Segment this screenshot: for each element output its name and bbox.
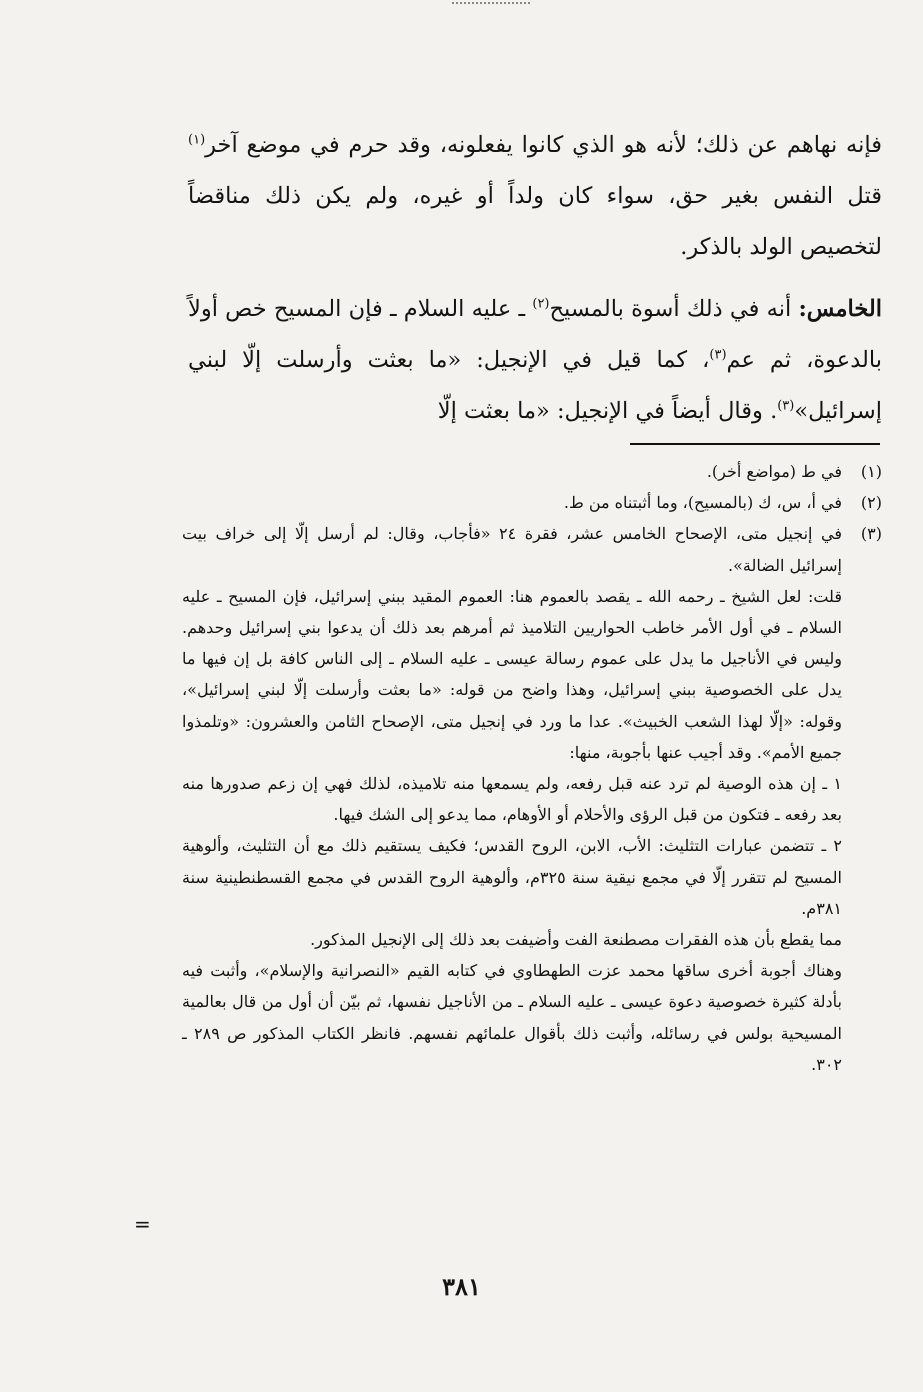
footnote-paragraph: قلت: لعل الشيخ ـ رحمه الله ـ يقصد بالعموم هنا: العموم المقيد ببني إسرائيل، فإن المسيح ـ عليه السلام ـ في أول الأمر خاطب الحواريين التلاميذ ثم أمرهم بعد ذلك أن يدعوا بني إسرائيل وحدهم. وليس في الأناجيل ما يدل على عموم رسالة عيسى ـ عليه السلام ـ إلى الناس كافة بل إن فيها ما يدل على الخصوصية ببني إسرائيل، وهذا واضح من قوله: «ما بعثت وأرسلت إلّا لبني إسرائيل»، وقوله: «إلّا لهذا الشعب الخبيث». عدا ما ورد في إنجيل متى، الإصحاح الثامن والعشرون: «وتلمذوا جميع الأمم». وقد أجيب عنها بأجوبة، منها: bbox=[182, 586, 842, 762]
main-paragraph-1 bbox=[188, 120, 882, 273]
footnote-ref-3: (٣) bbox=[709, 347, 727, 363]
footnote-paragraph: ١ ـ إن هذه الوصية لم ترد عنه قبل رفعه، ولم يسمعها منه تلاميذه، لذلك فهي إن زعم صدورها منه بعد رفعه ـ فتكون من قبل الرؤى والأحلام أو الأوهام، مما يدعو إلى الشك فيها. bbox=[182, 774, 842, 825]
footnote-ref-1: (١) bbox=[188, 132, 206, 148]
main-text-run: قتل النفس بغير حق، سواء كان ولداً أو غيره، ولم يكن ذلك مناقضاً لتخصيص الولد بالذكر. bbox=[188, 183, 882, 260]
footnote-number: (١) bbox=[860, 462, 882, 481]
footnote-text: في إنجيل متى، الإصحاح الخامس عشر، فقرة ٢٤ «فأجاب، وقال: لم أرسل إلّا إلى خراف بيت إسرائيل الضالة». bbox=[182, 524, 842, 575]
paragraph-lead-word: الخامس: bbox=[798, 296, 882, 322]
footnote-3 bbox=[182, 518, 882, 1080]
footnote-ref-2: (٢) bbox=[532, 296, 550, 312]
footnote-text: في أ، س، ك (بالمسيح)، وما أثبتناه من ط. bbox=[563, 493, 842, 513]
page-number: ٣٨١ bbox=[442, 1272, 481, 1301]
continuation-mark: = bbox=[134, 1212, 151, 1236]
footnote-paragraph: وهناك أجوبة أخرى ساقها محمد عزت الطهطاوي في كتابه القيم «النصرانية والإسلام»، وأثبت فيه بأدلة كثيرة خصوصية دعوة عيسى ـ عليه السلام ـ من الأناجيل نفسها، ثم بيّن أن أول من قال بعالمية المسيحية بولس في رسائله، وأثبت ذلك بأقوال علمائهم نفسهم. فانظر الكتاب المذكور ص ٢٨٩ ـ ٣٠٢. bbox=[182, 961, 842, 1074]
footnote-text: في ط (مواضع أخر). bbox=[706, 462, 842, 481]
footnote-2 bbox=[182, 487, 882, 518]
footnote-paragraph: ٢ ـ تتضمن عبارات التثليث: الأب، الابن، الروح القدس؛ فكيف يستقيم ذلك مع أن التثليث، وألوهية المسيح لم تتقرر إلّا في مجمع نيقية سنة ٣٢٥م، وألوهية الروح القدس في مجمع القسطنطينية سنة ٣٨١م. bbox=[182, 836, 842, 918]
main-text-block bbox=[188, 120, 882, 437]
footnote-1 bbox=[182, 456, 882, 487]
main-text-run: ـ عليه السلام ـ فإن المسيح خص أولاً بالدعوة، ثم عم bbox=[188, 296, 882, 373]
main-text-run: . وقال أيضاً في الإنجيل: «ما بعثت إلّا bbox=[437, 398, 778, 424]
footnote-ref-3b: (٣) bbox=[777, 398, 795, 414]
top-edge-mark bbox=[452, 2, 530, 4]
main-paragraph-2 bbox=[188, 284, 882, 437]
footnote-separator bbox=[630, 443, 880, 445]
footnote-number: (٢) bbox=[860, 493, 882, 513]
main-text-run: أنه في ذلك أسوة بالمسيح bbox=[549, 296, 799, 322]
main-text-run: ، كما قيل في الإنجيل: «ما بعثت وأرسلت إلّا لبني إسرائيل» bbox=[188, 347, 882, 424]
main-text-run: فإنه نهاهم عن ذلك؛ لأنه هو الذي كانوا يفعلونه، وقد حرم في موضع آخر bbox=[205, 132, 882, 158]
footnotes-block bbox=[182, 456, 882, 1080]
footnote-paragraph: مما يقطع بأن هذه الفقرات مصطنعة الفت وأضيفت بعد ذلك إلى الإنجيل المذكور. bbox=[310, 930, 842, 950]
footnote-number: (٣) bbox=[860, 524, 882, 544]
